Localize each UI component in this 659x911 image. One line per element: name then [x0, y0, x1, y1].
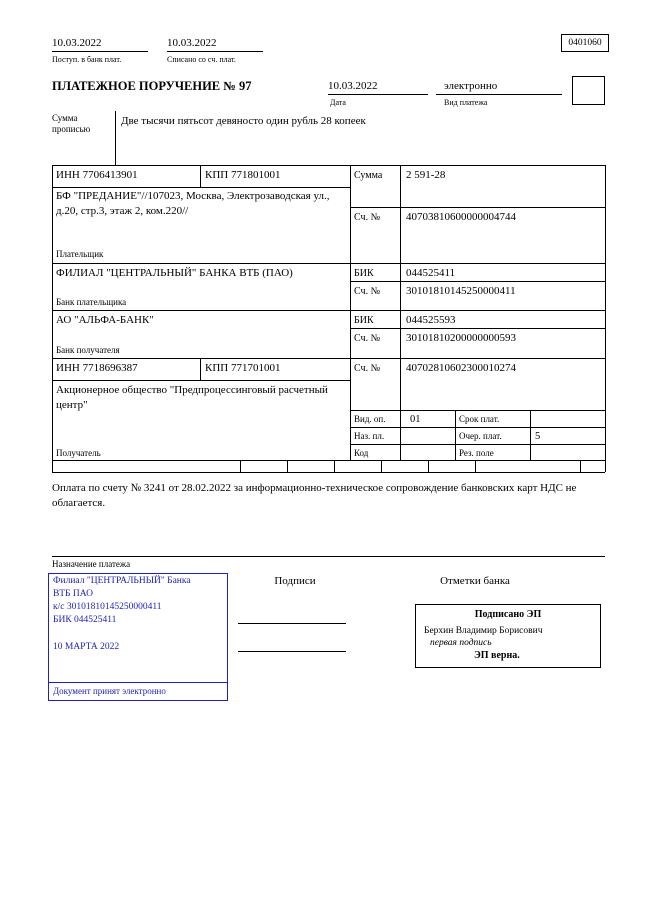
grid-line	[52, 358, 605, 359]
grid-line	[52, 380, 350, 381]
document-date-label: Дата	[330, 98, 346, 107]
grid-line	[381, 460, 382, 472]
sum-label: Сумма	[354, 170, 383, 181]
grid-line	[350, 207, 605, 208]
esign-box	[415, 604, 601, 668]
signature-line	[238, 623, 346, 624]
grid-line	[530, 410, 531, 460]
debited-label: Списано со сч. плат.	[167, 55, 236, 64]
stamp-bank-name-line1: Филиал "ЦЕНТРАЛЬНЫЙ" Банка	[53, 576, 191, 586]
payee-bank-bik-label: БИК	[354, 315, 374, 326]
grid-line	[350, 328, 605, 329]
payer-bank-label: Банк плательщика	[56, 297, 127, 307]
payee-inn: ИНН 7718696387	[56, 362, 138, 374]
payer-kpp: КПП 771801001	[205, 169, 281, 181]
grid-line	[287, 460, 288, 472]
form-code-box: 0401060	[561, 34, 609, 52]
grid-line	[580, 460, 581, 472]
payer-bank-account: 30101810145250000411	[406, 285, 516, 297]
grid-line	[52, 187, 350, 188]
grid-line	[240, 460, 241, 472]
amount-in-words: Две тысячи пятьсот девяносто один рубль 28 копеек	[121, 115, 366, 127]
payee-bank-bik: 044525593	[406, 314, 456, 326]
esign-verified: ЭП верна.	[474, 650, 520, 661]
payer-label: Плательщик	[56, 249, 104, 259]
code-label: Код	[354, 448, 369, 458]
payee-account-label: Сч. №	[354, 363, 381, 374]
debited-date: 10.03.2022	[167, 36, 263, 52]
grid-line	[52, 460, 605, 461]
payer-bank-account-label: Сч. №	[354, 286, 381, 297]
payer-inn: ИНН 7706413901	[56, 169, 138, 181]
received-in-bank-date: 10.03.2022	[52, 36, 148, 52]
stamp-corr-account: к/с 30101810145250000411	[53, 602, 162, 612]
payee-name: Акционерное общество "Предпроцессинговый расчетный центр"	[56, 384, 328, 411]
grid-line	[350, 165, 351, 460]
op-type-label: Вид. оп.	[354, 414, 386, 424]
grid-line	[350, 281, 605, 282]
esign-title: Подписано ЭП	[474, 609, 542, 620]
payee-bank-label: Банк получателя	[56, 345, 120, 355]
payee-account: 40702810602300010274	[406, 362, 516, 374]
grid-line	[475, 460, 476, 472]
grid-line	[200, 165, 201, 187]
grid-line	[428, 460, 429, 472]
payment-kind: электронно	[436, 79, 562, 95]
document-date: 10.03.2022	[328, 79, 428, 95]
pay-order-value: 5	[535, 431, 541, 442]
grid-line	[605, 460, 606, 472]
grid-line	[350, 427, 605, 428]
payer-bank-bik: 044525411	[406, 267, 456, 279]
bank-marks-label: Отметки банка	[440, 575, 510, 587]
stamp-note: Документ принят электронно	[49, 682, 227, 700]
payee-label: Получатель	[56, 448, 101, 458]
stamp-bank-name-line2: ВТБ ПАО	[53, 589, 93, 599]
esign-name: Берхин Владимир Борисович	[424, 626, 543, 636]
payer-name: БФ "ПРЕДАНИЕ"//107023, Москва, Электрозаводская ул., д.20, стр.3, этаж 2, ком.220//	[56, 190, 330, 217]
grid-line	[52, 165, 53, 460]
payee-kpp: КПП 771701001	[205, 362, 281, 374]
grid-line	[334, 460, 335, 472]
payment-kind-label: Вид платежа	[444, 98, 488, 107]
grid-line	[350, 410, 605, 411]
grid-line	[400, 165, 401, 460]
op-type-value: 01	[410, 414, 421, 425]
stamp-bik: БИК 044525411	[53, 615, 117, 625]
payee-bank-account: 30101810200000000593	[406, 332, 516, 344]
payee-bank-account-label: Сч. №	[354, 333, 381, 344]
res-field-label: Рез. поле	[459, 448, 494, 458]
grid-line	[115, 111, 116, 165]
grid-line	[52, 472, 605, 473]
pay-order-label: Очер. плат.	[459, 431, 502, 441]
document-title: ПЛАТЕЖНОЕ ПОРУЧЕНИЕ № 97	[52, 79, 252, 93]
grid-line	[52, 263, 605, 264]
status-box	[572, 76, 605, 105]
payer-account-label: Сч. №	[354, 212, 381, 223]
pay-term-label: Срок плат.	[459, 414, 500, 424]
amount-words-label-1: Сумма	[52, 113, 78, 123]
payer-bank-name: ФИЛИАЛ "ЦЕНТРАЛЬНЫЙ" БАНКА ВТБ (ПАО)	[56, 267, 293, 279]
esign-sub: первая подпись	[430, 638, 492, 648]
payer-account: 40703810600000004744	[406, 211, 516, 223]
received-in-bank-label: Поступ. в банк плат.	[52, 55, 122, 64]
grid-line	[350, 444, 605, 445]
grid-line	[52, 165, 605, 166]
amount-words-label-2: прописью	[52, 124, 91, 134]
grid-line	[52, 556, 605, 557]
signature-line	[238, 651, 346, 652]
payment-purpose-text: Оплата по счету № 3241 от 28.02.2022 за информационно-техническое сопровождение банковских карт НДС не облагается.	[52, 482, 577, 509]
bank-stamp	[48, 573, 228, 701]
stamp-date: 10 МАРТА 2022	[53, 642, 120, 652]
purpose-code-label: Наз. пл.	[354, 431, 385, 441]
grid-line	[52, 310, 605, 311]
grid-line	[455, 410, 456, 460]
sum-value: 2 591-28	[406, 169, 446, 181]
grid-line	[605, 165, 606, 460]
payer-bank-bik-label: БИК	[354, 268, 374, 279]
payment-purpose-label: Назначение платежа	[52, 559, 131, 569]
signatures-label: Подписи	[274, 575, 316, 587]
grid-line	[52, 460, 53, 472]
grid-line	[200, 358, 201, 380]
payee-bank-name: АО "АЛЬФА-БАНК"	[56, 314, 154, 326]
